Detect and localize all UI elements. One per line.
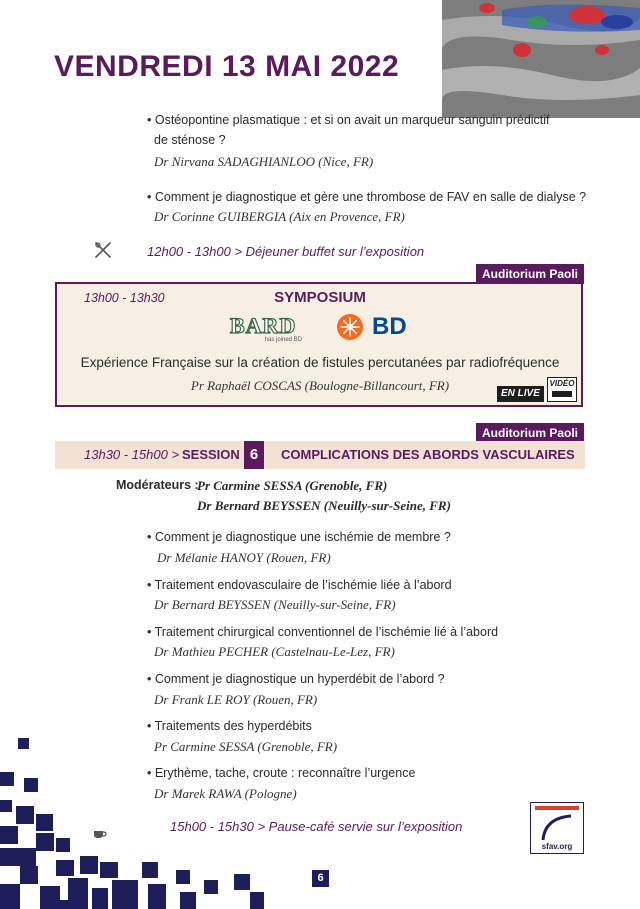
symposium-talk: Expérience Française sur la création de fistules percutanées par radiofréquence [80, 355, 560, 370]
bd-logo [336, 313, 416, 343]
live-badge: EN LIVE [497, 386, 544, 402]
coffee-break-text: 15h00 - 15h30 > Pause-café servie sur l’exposition [170, 819, 463, 834]
sfav-logo-mark [537, 812, 577, 842]
talk-title: • Ostéopontine plasmatique : et si on avait un marqueur sanguin prédictif [147, 113, 550, 127]
lunch-break-text: 12h00 - 13h00 > Déjeuner buffet sur l’exposition [147, 244, 425, 259]
talk-title: • Traitements des hyperdébits [147, 719, 312, 733]
talk-speaker: Dr Corinne GUIBERGIA (Aix en Provence, FR) [154, 209, 405, 224]
bard-logo-subtitle: has joined BD [264, 337, 302, 343]
moderator: Pr Carmine SESSA (Grenoble, FR) [197, 478, 388, 493]
talk-title: • Comment je diagnostique une ischémie de membre ? [147, 530, 451, 544]
talk-title: • Comment je diagnostique et gère une thrombose de FAV en salle de dialyse ? [147, 190, 587, 204]
room-label: Auditorium Paoli [476, 264, 584, 284]
cutlery-icon [94, 241, 112, 262]
session-title: COMPLICATIONS DES ABORDS VASCULAIRES [281, 447, 575, 462]
session-label: SESSION [182, 447, 240, 462]
ultrasound-image [442, 0, 640, 118]
symposium-title: SYMPOSIUM [274, 289, 366, 306]
talk-title: • Traitement chirurgical conventionnel de l’ischémie lié à l’abord [147, 625, 499, 639]
talk-speaker: Dr Mélanie HANOY (Rouen, FR) [157, 550, 331, 565]
moderators-label: Modérateurs : [116, 478, 199, 492]
talk-speaker: Dr Frank LE ROY (Rouen, FR) [154, 692, 318, 707]
talk-speaker: Pr Carmine SESSA (Grenoble, FR) [154, 739, 338, 754]
video-camera-icon [547, 377, 577, 402]
symposium-speaker: Pr Raphaël COSCAS (Boulogne-Billancourt, FR) [190, 378, 450, 393]
talk-title-continued: de sténose ? [154, 133, 226, 147]
talk-speaker: Dr Nirvana SADAGHIANLOO (Nice, FR) [154, 154, 374, 169]
page-title: VENDREDI 13 MAI 2022 [54, 50, 400, 83]
session-time: 13h30 - 15h00 > [84, 447, 180, 462]
sfav-logo [530, 802, 584, 854]
talk-speaker: Dr Mathieu PECHER (Castelnau-Le-Lez, FR) [154, 644, 395, 659]
talk-title: • Comment je diagnostique un hyperdébit de l’abord ? [147, 672, 445, 686]
talk-speaker: Dr Bernard BEYSSEN (Neuilly-sur-Seine, FR) [154, 597, 396, 612]
room-label: Auditorium Paoli [476, 423, 584, 443]
bard-logo [230, 315, 312, 345]
talk-title: • Traitement endovasculaire de l’ischémie liée à l’abord [147, 578, 452, 592]
moderator: Dr Bernard BEYSSEN (Neuilly-sur-Seine, FR) [197, 498, 451, 513]
video-badge-text: VIDÉO [549, 379, 575, 388]
bard-logo-text: BARD [230, 313, 297, 338]
session-number: 6 [244, 441, 264, 469]
symposium-time: 13h00 - 13h30 [84, 291, 165, 305]
sfav-logo-text: sfav.org [541, 842, 573, 851]
talk-title: • Erythème, tache, croute : reconnaître l’urgence [147, 766, 416, 780]
page-number: 6 [312, 870, 329, 887]
bd-sun-icon [336, 313, 364, 341]
talk-speaker: Dr Marek RAWA (Pologne) [154, 786, 297, 801]
coffee-cup-icon [93, 826, 107, 842]
bd-logo-text: BD [372, 313, 407, 340]
